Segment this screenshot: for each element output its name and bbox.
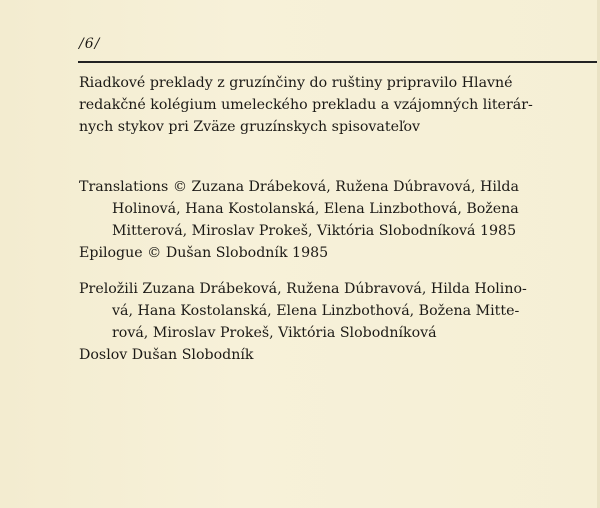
intro-line: Riadkové preklady z gruzínčiny do ruštiny pripravilo Hlavné xyxy=(79,75,513,91)
prelozili-line: rová, Miroslav Prokeš, Viktória Slobodníková xyxy=(112,325,437,341)
intro-line: nych stykov pri Zväze gruzínskych spisovateľov xyxy=(79,119,421,135)
translations-line: Mitterová, Miroslav Prokeš, Viktória Slobodníková 1985 xyxy=(112,223,517,239)
prelozili-line: Preložili Zuzana Drábeková, Ružena Dúbravová, Hilda Holino- xyxy=(79,281,527,297)
translations-line: Holinová, Hana Kostolanská, Elena Linzbothová, Božena xyxy=(112,201,519,217)
epilogue-line: Epilogue © Dušan Slobodník 1985 xyxy=(79,245,329,261)
credits-slovak xyxy=(79,278,579,366)
translations-line: Translations © Zuzana Drábeková, Ružena Dúbravová, Hilda xyxy=(79,179,519,195)
page-number: /6/ xyxy=(79,36,101,52)
prelozili-line: vá, Hana Kostolanská, Elena Linzbothová, Božena Mitte- xyxy=(112,303,520,319)
credits-english xyxy=(79,176,579,264)
intro-line: redakčné kolégium umeleckého prekladu a vzájomných literár- xyxy=(79,97,533,113)
intro-paragraph xyxy=(79,72,579,138)
doslov-line: Doslov Dušan Slobodník xyxy=(79,347,254,363)
header-rule xyxy=(78,61,599,63)
